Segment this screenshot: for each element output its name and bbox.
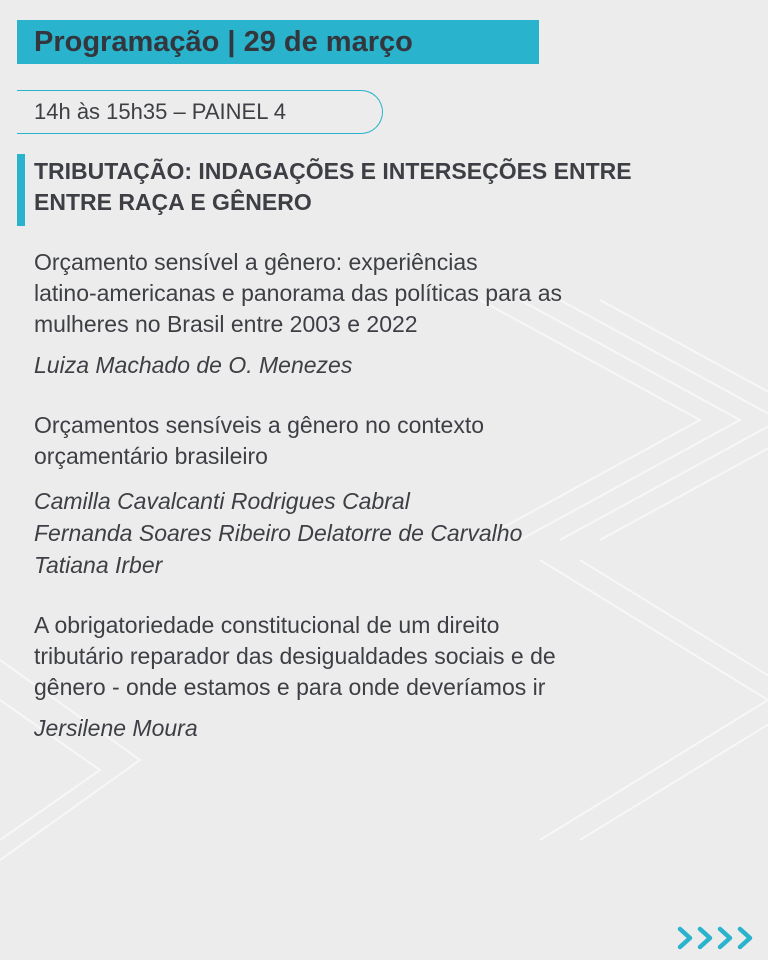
speaker-name: Fernanda Soares Ribeiro Delatorre de Carvalho [34, 520, 523, 546]
talk-title-line: orçamentário brasileiro [34, 443, 268, 469]
session-title-line: TRIBUTAÇÃO: INDAGAÇÕES E INTERSEÇÕES ENTRE [34, 158, 632, 184]
talk-title [34, 610, 734, 703]
talk-title [34, 247, 734, 340]
talk-title-line: Orçamento sensível a gênero: experiências [34, 249, 478, 275]
page-title: Programação | 29 de março [34, 26, 413, 58]
talk-speakers [34, 712, 734, 744]
chevrons-right-icon[interactable] [676, 925, 760, 951]
speaker-name: Camilla Cavalcanti Rodrigues Cabral [34, 488, 410, 514]
speaker-name: Jersilene Moura [34, 715, 198, 741]
speaker-name: Tatiana Irber [34, 552, 163, 578]
session-title [34, 156, 734, 218]
talk-title-line: mulheres no Brasil entre 2003 e 2022 [34, 311, 418, 337]
talk-title-line: tributário reparador das desigualdades sociais e de [34, 643, 556, 669]
talk-title-line: gênero - onde estamos e para onde deveríamos ir [34, 674, 546, 700]
talk-speakers [34, 349, 734, 381]
speaker-name: Luiza Machado de O. Menezes [34, 352, 353, 378]
talk-title-line: latino-americanas e panorama das políticas para as [34, 280, 563, 306]
section-accent-bar [17, 154, 25, 226]
talk-title [34, 410, 734, 472]
talk-title-line: A obrigatoriedade constitucional de um direito [34, 612, 500, 638]
talk-title-line: Orçamentos sensíveis a gênero no contexto [34, 412, 485, 438]
session-title-line: ENTRE RAÇA E GÊNERO [34, 189, 312, 215]
session-time: 14h às 15h35 – PAINEL 4 [34, 99, 286, 124]
talk-speakers [34, 485, 734, 581]
